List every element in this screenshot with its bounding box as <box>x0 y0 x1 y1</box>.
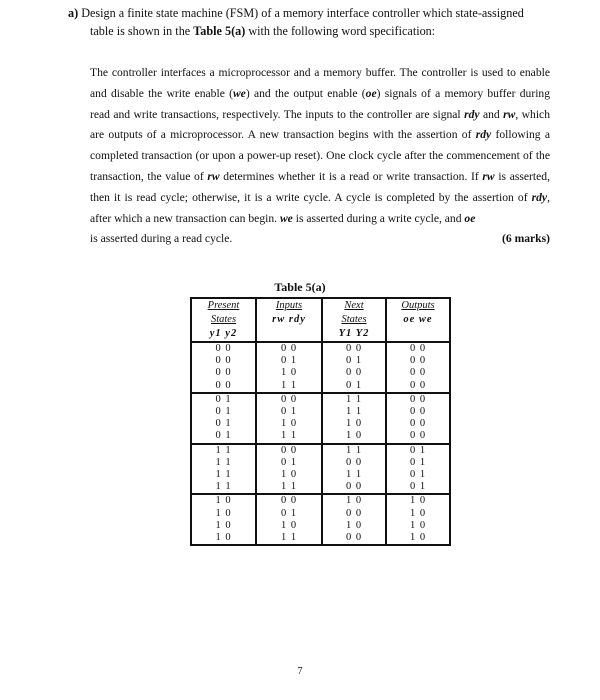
table-row <box>191 532 450 545</box>
next-state-cell: 1 1 <box>345 444 363 456</box>
state-table <box>190 297 451 546</box>
present-state-cell: 1 0 <box>215 507 232 519</box>
input-cell: 0 1 <box>280 355 298 367</box>
input-cell: 1 0 <box>280 519 298 531</box>
present-state-cell: 0 0 <box>215 355 232 367</box>
table-row <box>191 380 450 393</box>
input-cell: 0 0 <box>280 444 298 456</box>
present-state-cell: 1 1 <box>215 456 232 468</box>
question-line-2: table is shown in the Table 5(a) with the following word specification: <box>90 24 436 38</box>
table-row <box>191 444 450 457</box>
input-cell: 1 1 <box>280 532 298 544</box>
output-cell: 1 0 <box>409 519 427 531</box>
output-cell: 1 0 <box>409 507 427 519</box>
table-row <box>191 393 450 406</box>
table-title: Table 5(a) <box>274 280 326 294</box>
table-row <box>191 494 450 507</box>
header-present: Present <box>207 300 240 311</box>
table-row <box>191 508 450 520</box>
output-cell: 0 0 <box>409 430 427 442</box>
next-state-cell: 1 1 <box>345 406 363 418</box>
header-states: States <box>210 314 237 325</box>
present-state-cell: 0 0 <box>215 367 232 379</box>
present-state-cell: 0 0 <box>215 343 232 354</box>
present-state-cell: 1 1 <box>215 469 232 481</box>
next-state-cell: 0 0 <box>345 481 363 493</box>
output-cell: 0 0 <box>409 367 427 379</box>
output-cell: 0 0 <box>409 418 427 430</box>
output-cell: 0 1 <box>409 444 427 456</box>
marks-label: (6 marks) <box>502 232 550 246</box>
header-Y1-Y2: Y1 Y2 <box>338 328 370 339</box>
next-state-cell: 0 0 <box>345 367 363 379</box>
table-row <box>191 457 450 469</box>
table-row <box>191 418 450 430</box>
table-row <box>191 469 450 481</box>
present-state-cell: 0 1 <box>215 406 232 418</box>
next-state-cell: 1 0 <box>345 495 363 507</box>
header-rw-rdy: rw rdy <box>272 314 306 325</box>
table-row <box>191 406 450 418</box>
present-state-cell: 0 1 <box>215 418 232 430</box>
table-row <box>191 367 450 379</box>
input-cell: 1 1 <box>280 481 298 493</box>
output-cell: 0 0 <box>409 406 427 418</box>
next-state-cell: 1 0 <box>345 418 363 430</box>
question-label: a) <box>68 6 79 20</box>
header-y1-y2: y1 y2 <box>209 328 238 339</box>
next-state-cell: 1 1 <box>345 393 363 405</box>
table-row <box>191 430 450 443</box>
page-number: 7 <box>297 666 303 677</box>
output-cell: 0 1 <box>409 481 427 493</box>
output-cell: 0 0 <box>409 355 427 367</box>
header-inputs: Inputs <box>275 300 303 311</box>
present-state-cell: 1 1 <box>215 481 232 493</box>
next-state-cell: 0 1 <box>345 379 363 391</box>
table-row <box>191 355 450 367</box>
question-heading <box>68 4 568 40</box>
table-row <box>191 520 450 532</box>
header-outputs: Outputs <box>401 300 435 311</box>
next-state-cell: 0 1 <box>345 355 363 367</box>
output-cell: 0 1 <box>409 469 427 481</box>
next-state-cell: 1 0 <box>345 430 363 442</box>
next-state-cell: 1 1 <box>345 469 363 481</box>
present-state-cell: 1 0 <box>215 495 232 507</box>
input-cell: 1 0 <box>280 367 298 379</box>
present-state-cell: 1 1 <box>215 444 232 456</box>
next-state-cell: 0 0 <box>345 343 363 354</box>
input-cell: 0 0 <box>280 393 298 405</box>
input-cell: 1 1 <box>280 379 298 391</box>
present-state-cell: 0 0 <box>215 379 232 391</box>
input-cell: 0 1 <box>280 507 298 519</box>
next-state-cell: 0 0 <box>345 507 363 519</box>
present-state-cell: 1 0 <box>215 532 232 544</box>
header-next: Next <box>344 300 364 311</box>
header-next-states: States <box>341 314 367 325</box>
input-cell: 1 0 <box>280 418 298 430</box>
question-line-1: Design a finite state machine (FSM) of a memory interface controller which state-assigned <box>81 6 524 20</box>
output-cell: 0 1 <box>409 456 427 468</box>
output-cell: 1 0 <box>409 495 427 507</box>
present-state-cell: 0 1 <box>215 430 232 442</box>
input-cell: 1 1 <box>280 430 298 442</box>
present-state-cell: 1 0 <box>215 519 232 531</box>
next-state-cell: 1 0 <box>345 519 363 531</box>
output-cell: 0 0 <box>409 379 427 391</box>
output-cell: 0 0 <box>409 343 427 354</box>
table-row <box>191 342 450 355</box>
next-state-cell: 0 0 <box>345 456 363 468</box>
output-cell: 0 0 <box>409 393 427 405</box>
next-state-cell: 0 0 <box>345 532 363 544</box>
input-cell: 1 0 <box>280 469 298 481</box>
table-row <box>191 481 450 494</box>
input-cell: 0 0 <box>280 495 298 507</box>
input-cell: 0 1 <box>280 406 298 418</box>
header-oe-we: oe we <box>403 314 433 325</box>
input-cell: 0 0 <box>280 343 298 354</box>
word-specification: The controller interfaces a microprocessor and a memory buffer. The controller is used to enable and disable the write enable (we) and the output enable (oe) signals of a memory buffer during read and write transactions, respectively. The inputs to the controller are signal rdy and rw, which are outputs of a microprocessor. A new transaction begins with the assertion of rdy following a completed transaction (or upon a power-up reset). One clock cycle after the commencement of the transaction, the value of rw determines whether it is a read or write transaction. If rw is asserted, then it is read cycle; otherwise, it is a write cycle. A cycle is completed by the assertion of rdy, after which a new transaction can begin. we is asserted during a write cycle, and oe is asserted during a read cycle. (6 marks) <box>90 63 550 250</box>
output-cell: 1 0 <box>409 532 427 544</box>
input-cell: 0 1 <box>280 456 298 468</box>
present-state-cell: 0 1 <box>215 393 232 405</box>
